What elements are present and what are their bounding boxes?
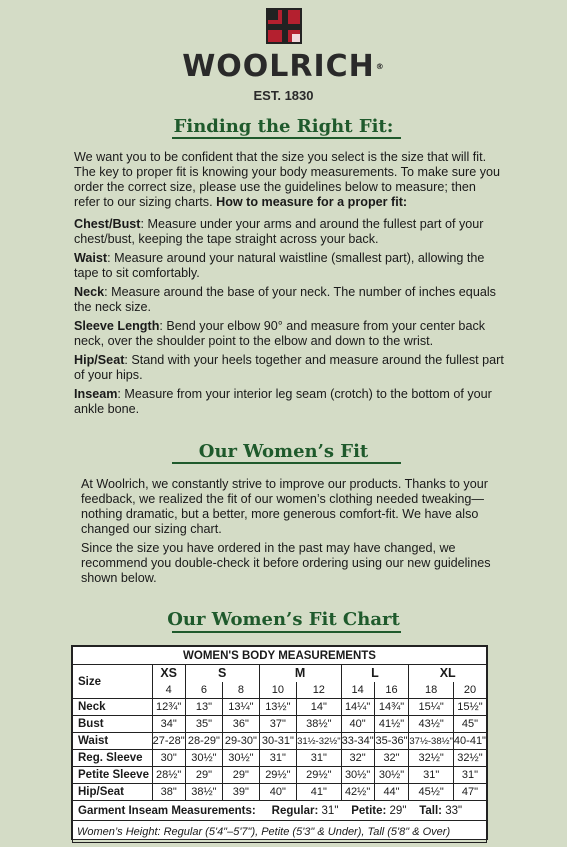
table-cell: 38" [152, 784, 185, 801]
table-cell: 31" [259, 750, 296, 767]
table-cell: 14¾" [374, 699, 409, 716]
table-cell: 31½-32½" [297, 733, 342, 750]
table-cell: 15½" [453, 699, 486, 716]
table-cell: 40" [341, 716, 374, 733]
table-cell: 44" [374, 784, 409, 801]
table-cell: 14" [297, 699, 342, 716]
table-cell: 35-36" [374, 733, 409, 750]
fit-chart-title: Our Women’s Fit Chart [167, 609, 400, 630]
table-cell: 37½-38½" [409, 733, 454, 750]
size-number: 6 [185, 682, 222, 699]
measure-sleeve: Sleeve Length: Bend your elbow 90° and measure from your center back neck, over the shoulder point to the elbow and down to the wrist. [74, 319, 486, 348]
table-cell: 28½" [152, 767, 185, 784]
table-cell: 30½" [374, 767, 409, 784]
womens-fit-para-2: Since the size you have ordered in the past may have changed, we recommend you double-check it before ordering using our new guidelines shown below. [81, 541, 491, 585]
table-cell: 37" [259, 716, 296, 733]
table-cell: 34" [152, 716, 185, 733]
table-cell: 29½" [259, 767, 296, 784]
size-number: 8 [223, 682, 260, 699]
table-cell: 13¼" [223, 699, 260, 716]
row-label: Hip/Seat [73, 784, 153, 801]
table-cell: 32" [374, 750, 409, 767]
table-cell: 32" [341, 750, 374, 767]
table-cell: 38½" [185, 784, 222, 801]
table-cell: 42½" [341, 784, 374, 801]
table-cell: 13½" [259, 699, 296, 716]
table-cell: 31" [453, 767, 486, 784]
table-cell: 15¼" [409, 699, 454, 716]
size-group-xl: XL [409, 665, 487, 682]
table-cell: 41" [297, 784, 342, 801]
table-row [73, 784, 487, 801]
table-row [73, 716, 487, 733]
table-cell: 29" [223, 767, 260, 784]
table-cell: 32½" [409, 750, 454, 767]
size-number: 16 [374, 682, 409, 699]
table-header: WOMEN'S BODY MEASUREMENTS [73, 647, 487, 665]
table-cell: 13" [185, 699, 222, 716]
table-cell: 35" [185, 716, 222, 733]
table-cell: 30½" [341, 767, 374, 784]
row-label: Reg. Sleeve [73, 750, 153, 767]
table-cell: 31" [409, 767, 454, 784]
table-cell: 40-41" [453, 733, 486, 750]
brand-header [0, 8, 567, 103]
womens-fit-rule [172, 462, 401, 464]
size-number: 14 [341, 682, 374, 699]
inseam-row: Garment Inseam Measurements: Regular: 31" Petite: 29" Tall: 33" [73, 801, 487, 821]
measure-waist: Waist: Measure around your natural waistline (smallest part), allowing the tape to sit comfortably. [74, 251, 485, 280]
table-row [73, 733, 487, 750]
row-label: Waist [73, 733, 153, 750]
finding-fit-title: Finding the Right Fit: [173, 116, 394, 137]
size-group-m: M [259, 665, 341, 682]
table-row [73, 750, 487, 767]
table-cell: 29½" [297, 767, 342, 784]
table-cell: 33-34" [341, 733, 374, 750]
finding-fit-intro: We want you to be confident that the size you select is the size that will fit. The key to proper fit is knowing your body measurements. To make sure you order the correct size, please use the guidelines below to measure; then refer to our sizing charts. How to measure for a proper fit: [74, 150, 501, 209]
brand-name: WOOLRICH® [182, 49, 385, 84]
fit-chart-rule [172, 631, 401, 633]
height-note: Women’s Height: Regular (5'4"–5'7"), Petite (5'3" & Under), Tall (5'8" & Over) [73, 821, 487, 843]
measure-chest: Chest/Bust: Measure under your arms and around the fullest part of your chest/bust, keeping the tape straight across your back. [74, 217, 484, 246]
woolrich-logo-icon [266, 8, 302, 44]
table-cell: 28-29" [185, 733, 222, 750]
table-cell: 45" [453, 716, 486, 733]
row-label: Neck [73, 699, 153, 716]
size-group-xs: XS [152, 665, 185, 682]
table-cell: 29-30" [223, 733, 260, 750]
table-cell: 31" [297, 750, 342, 767]
table-cell: 47" [453, 784, 486, 801]
row-label: Bust [73, 716, 153, 733]
size-number: 18 [409, 682, 454, 699]
table-cell: 43½" [409, 716, 454, 733]
table-cell: 38½" [297, 716, 342, 733]
finding-fit-rule [172, 137, 401, 139]
table-cell: 27-28" [152, 733, 185, 750]
size-label: Size [73, 665, 153, 699]
row-label: Petite Sleeve [73, 767, 153, 784]
table-cell: 30½" [223, 750, 260, 767]
table-cell: 30" [152, 750, 185, 767]
size-number: 20 [453, 682, 486, 699]
table-cell: 39" [223, 784, 260, 801]
table-cell: 12¾" [152, 699, 185, 716]
size-number: 10 [259, 682, 296, 699]
measure-hip: Hip/Seat: Stand with your heels together and measure around the fullest part of your hips. [74, 353, 504, 382]
womens-fit-para-1: At Woolrich, we constantly strive to improve our products. Thanks to your feedback, we realized the fit of our women’s clothing needed tweaking—nothing dramatic, but a better, more generous comfort-fit. We have also changed our sizing chart. [81, 477, 488, 536]
table-cell: 29" [185, 767, 222, 784]
table-row [73, 767, 487, 784]
size-number: 4 [152, 682, 185, 699]
table-cell: 14¼" [341, 699, 374, 716]
size-group-l: L [341, 665, 409, 682]
womens-measurements-table [71, 645, 488, 840]
womens-fit-title: Our Women’s Fit [198, 441, 369, 462]
table-cell: 45½" [409, 784, 454, 801]
size-number: 12 [297, 682, 342, 699]
table-cell: 30-31" [259, 733, 296, 750]
table-row [73, 699, 487, 716]
table-cell: 32½" [453, 750, 486, 767]
brand-established: EST. 1830 [253, 88, 314, 103]
size-group-s: S [185, 665, 259, 682]
table-cell: 36" [223, 716, 260, 733]
table-cell: 30½" [185, 750, 222, 767]
table-cell: 41½" [374, 716, 409, 733]
table-cell: 40" [259, 784, 296, 801]
measure-neck: Neck: Measure around the base of your neck. The number of inches equals the neck size. [74, 285, 496, 314]
measure-inseam: Inseam: Measure from your interior leg seam (crotch) to the bottom of your ankle bone. [74, 387, 492, 416]
